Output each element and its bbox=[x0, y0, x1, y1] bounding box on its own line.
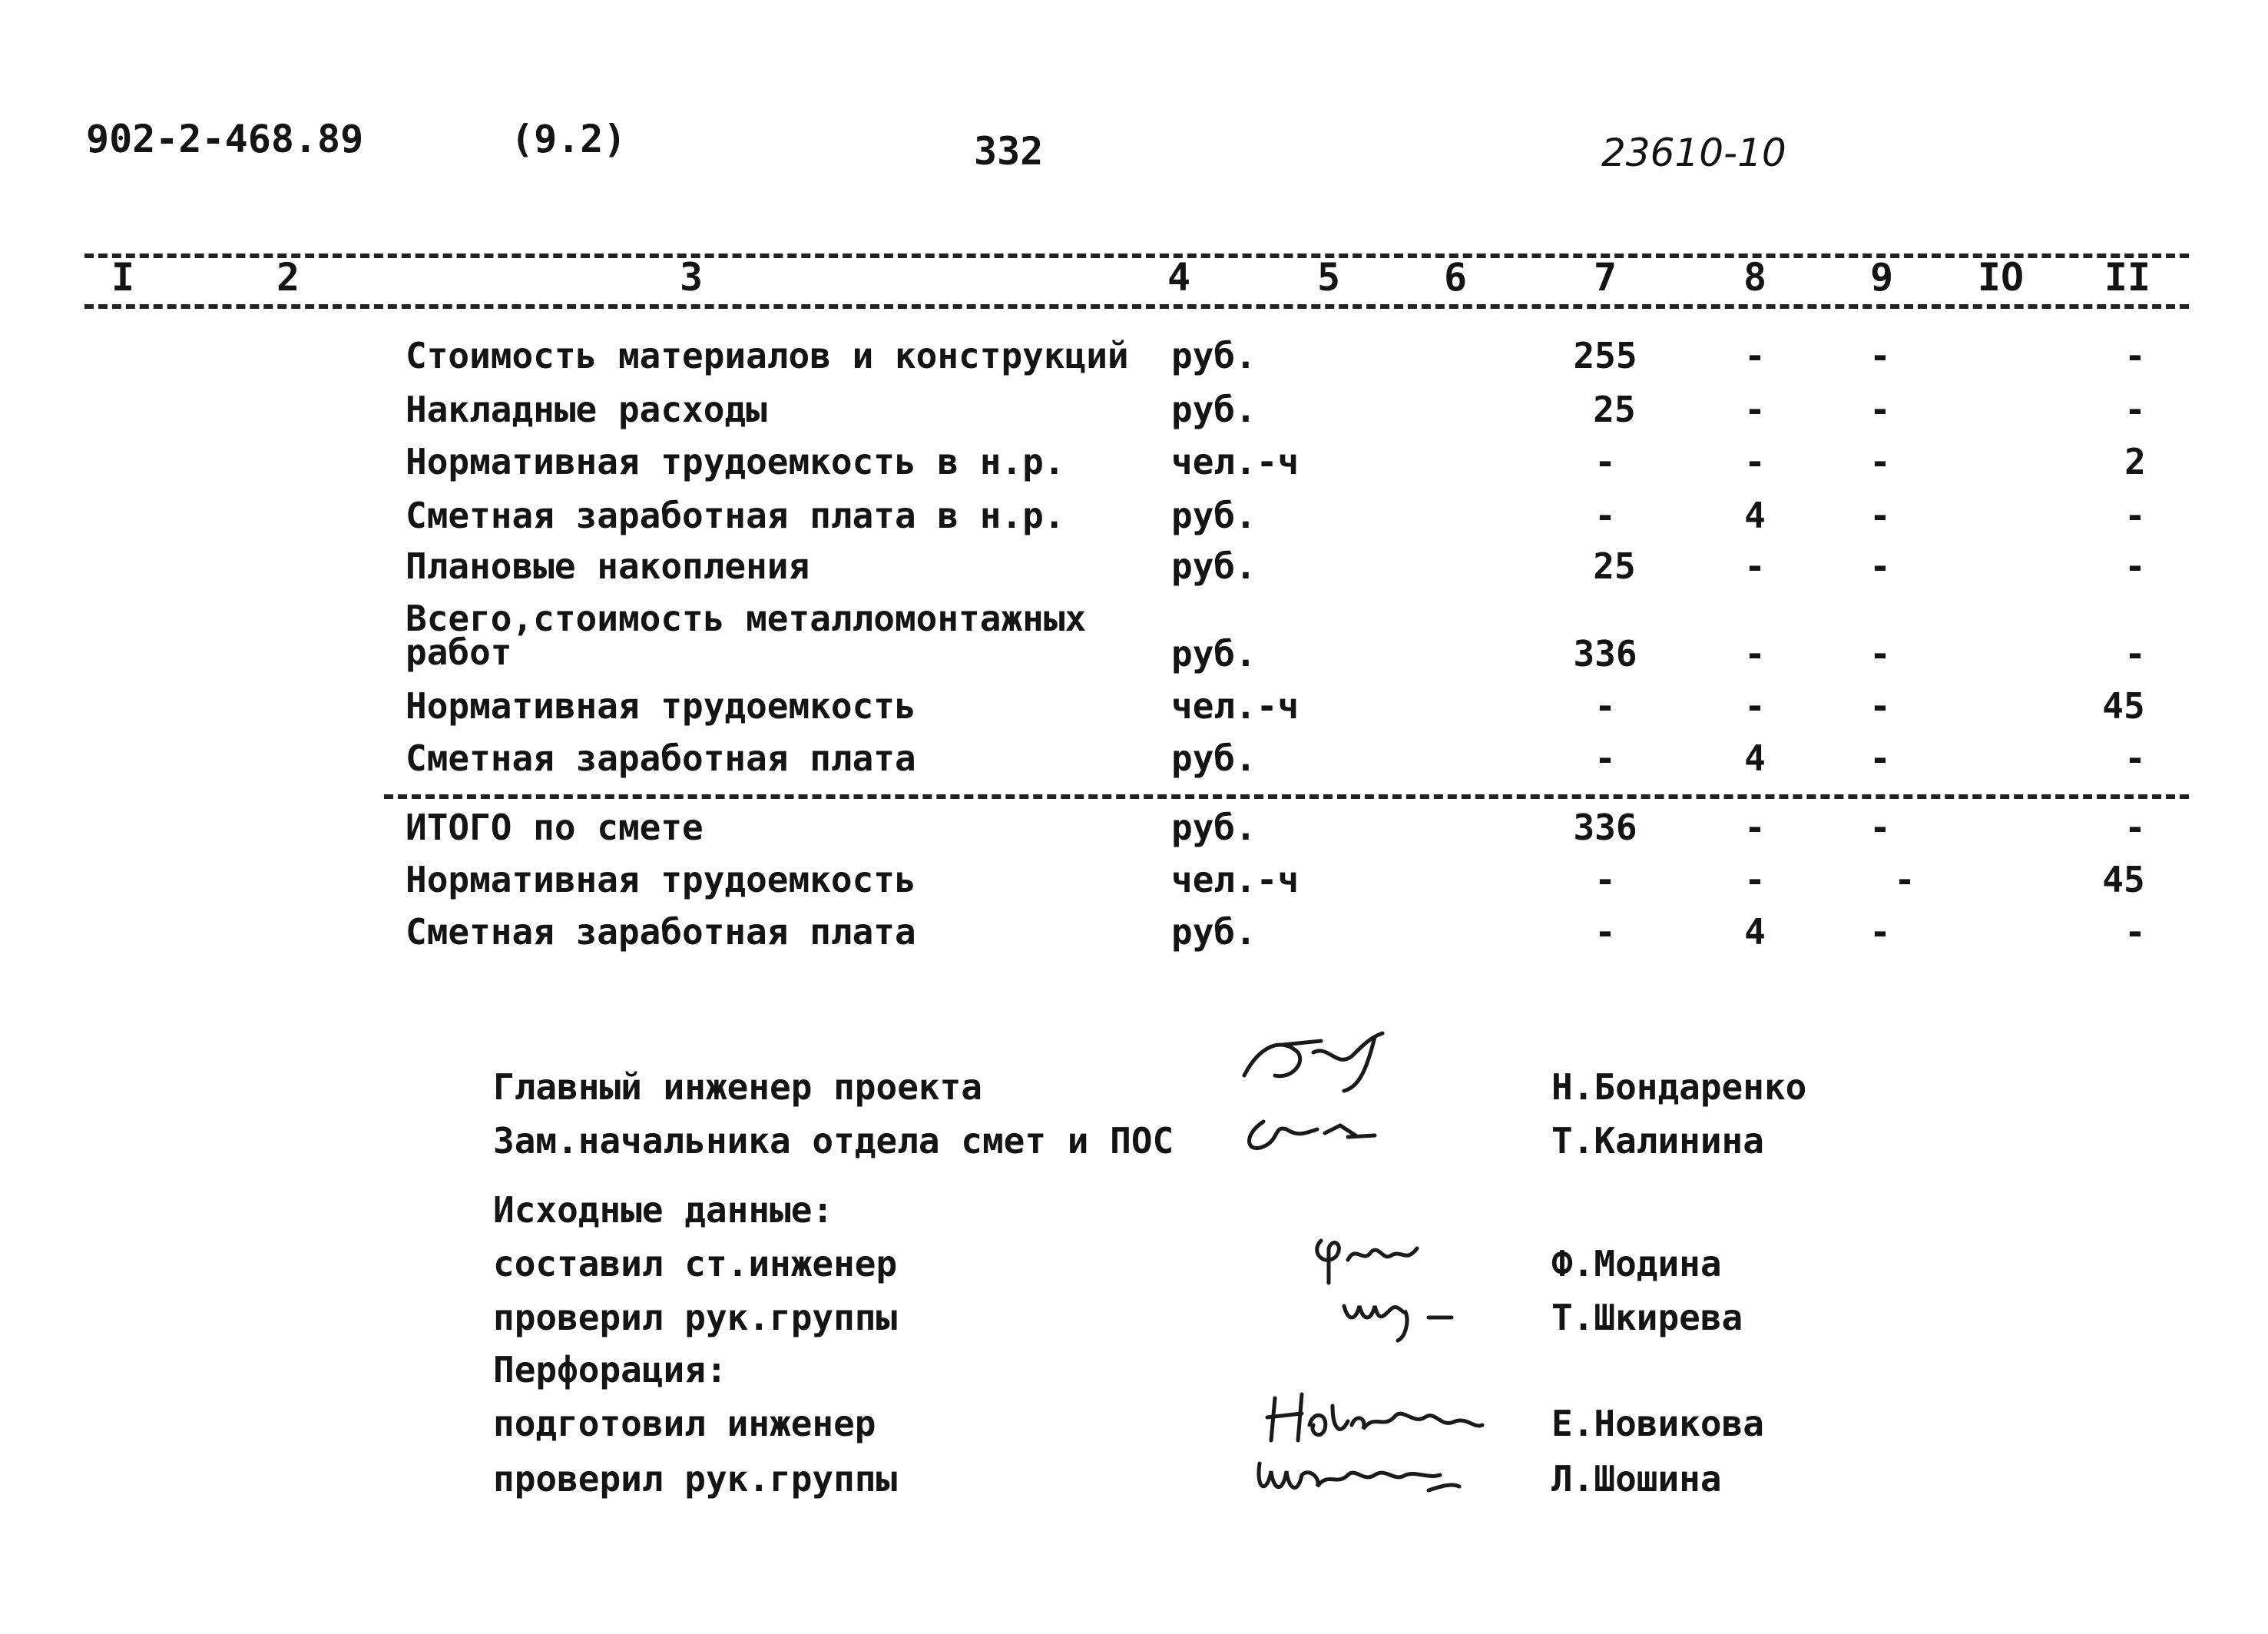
row-unit: руб. bbox=[1171, 389, 1257, 430]
row-name: Стоимость материалов и конструкций bbox=[406, 335, 1129, 376]
column-number-11: II bbox=[2104, 255, 2151, 300]
signatory-title: подготовил инженер bbox=[493, 1403, 876, 1444]
signatory-title: Зам.начальника отдела смет и ПОС bbox=[493, 1120, 1174, 1162]
signatory-title: составил ст.инженер bbox=[493, 1243, 898, 1284]
row-value-col11: - bbox=[2124, 737, 2146, 779]
signatory-title: проверил рук.группы bbox=[493, 1297, 898, 1338]
row-value-col11: - bbox=[2124, 495, 2146, 536]
total-value-col8: - bbox=[1744, 807, 1766, 848]
column-number-3: 3 bbox=[679, 255, 704, 300]
row-value-col9: - bbox=[1869, 633, 1891, 674]
signatory-name: Ф.Модина bbox=[1551, 1243, 1722, 1284]
row-name-continuation: работ bbox=[406, 631, 512, 673]
section-number: (9.2) bbox=[511, 117, 627, 161]
row-name: Накладные расходы bbox=[406, 389, 767, 430]
column-number-7: 7 bbox=[1593, 255, 1617, 300]
row-value-col11: - bbox=[2124, 335, 2146, 376]
column-number-10: IO bbox=[1977, 255, 2025, 300]
row-value-col8: - bbox=[1744, 545, 1766, 587]
row-unit: руб. bbox=[1171, 737, 1257, 779]
column-number-1: I bbox=[111, 255, 135, 300]
row-unit: чел.-ч bbox=[1171, 441, 1300, 482]
row-name: Плановые накопления bbox=[406, 545, 810, 587]
total-value-col11: - bbox=[2124, 911, 2146, 953]
row-value-col8: 4 bbox=[1744, 737, 1766, 779]
row-value-col11: 2 bbox=[2124, 441, 2146, 482]
row-value-col7: - bbox=[1594, 441, 1616, 482]
row-name: Сметная заработная плата bbox=[406, 737, 916, 779]
row-unit: руб. bbox=[1171, 633, 1257, 674]
section-label-source-data: Исходные данные: bbox=[493, 1189, 834, 1231]
section-label-perforation: Перфорация: bbox=[493, 1349, 727, 1390]
row-value-col8: - bbox=[1744, 685, 1766, 727]
row-name: Нормативная трудоемкость в н.р. bbox=[406, 441, 1065, 482]
row-value-col7: 255 bbox=[1573, 335, 1637, 376]
total-row-name: ИТОГО по смете bbox=[406, 807, 704, 848]
column-number-6: 6 bbox=[1443, 255, 1468, 300]
total-row-name: Сметная заработная плата bbox=[406, 911, 916, 953]
row-value-col8: 4 bbox=[1744, 495, 1766, 536]
total-value-col9: - bbox=[1869, 807, 1891, 848]
row-value-col9: - bbox=[1869, 737, 1891, 779]
row-name: Всего,стоимость металломонтажных bbox=[406, 598, 1087, 639]
row-value-col11: 45 bbox=[2102, 685, 2145, 727]
total-value-col9: - bbox=[1869, 911, 1891, 953]
column-number-5: 5 bbox=[1316, 255, 1341, 300]
total-row-unit: чел.-ч bbox=[1171, 859, 1300, 900]
row-value-col7: - bbox=[1594, 495, 1616, 536]
column-number-4: 4 bbox=[1167, 255, 1191, 300]
total-value-col11: 45 bbox=[2102, 859, 2145, 900]
signature-bondarenko bbox=[1229, 1022, 1413, 1099]
signature-shkireva bbox=[1336, 1283, 1467, 1344]
row-value-col7: - bbox=[1594, 737, 1616, 779]
row-value-col7: 25 bbox=[1593, 389, 1636, 430]
row-value-col9: - bbox=[1869, 441, 1891, 482]
row-value-col7: 25 bbox=[1593, 545, 1636, 587]
total-value-col7: - bbox=[1594, 911, 1616, 953]
signatory-title: Главный инженер проекта bbox=[493, 1066, 982, 1108]
row-value-col11: - bbox=[2124, 633, 2146, 674]
page-number: 332 bbox=[974, 129, 1044, 174]
totals-rule bbox=[384, 794, 2189, 799]
row-value-col7: - bbox=[1594, 685, 1616, 727]
row-value-col9: - bbox=[1869, 685, 1891, 727]
signatory-name: Н.Бондаренко bbox=[1551, 1066, 1807, 1108]
header-bottom-rule bbox=[84, 304, 2189, 309]
signatory-name: Л.Шошина bbox=[1551, 1458, 1722, 1500]
row-value-col11: - bbox=[2124, 545, 2146, 587]
document-code: 902-2-468.89 bbox=[86, 117, 364, 161]
row-value-col8: - bbox=[1744, 633, 1766, 674]
signature-kalinina bbox=[1233, 1106, 1386, 1160]
row-value-col9: - bbox=[1869, 545, 1891, 587]
total-row-name: Нормативная трудоемкость bbox=[406, 859, 916, 900]
row-unit: чел.-ч bbox=[1171, 685, 1300, 727]
row-name: Сметная заработная плата в н.р. bbox=[406, 495, 1065, 536]
total-value-col7: - bbox=[1594, 859, 1616, 900]
row-value-col9: - bbox=[1869, 335, 1891, 376]
row-unit: руб. bbox=[1171, 495, 1257, 536]
total-value-col9: - bbox=[1894, 859, 1915, 900]
row-unit: руб. bbox=[1171, 545, 1257, 587]
row-value-col8: - bbox=[1744, 389, 1766, 430]
row-value-col8: - bbox=[1744, 441, 1766, 482]
signature-modina bbox=[1306, 1225, 1429, 1287]
total-row-unit: руб. bbox=[1171, 911, 1257, 953]
row-name: Нормативная трудоемкость bbox=[406, 685, 916, 727]
total-value-col8: - bbox=[1744, 859, 1766, 900]
column-number-2: 2 bbox=[276, 255, 300, 300]
row-value-col9: - bbox=[1869, 495, 1891, 536]
row-value-col9: - bbox=[1869, 389, 1891, 430]
column-number-8: 8 bbox=[1743, 255, 1767, 300]
total-row-unit: руб. bbox=[1171, 807, 1257, 848]
row-value-col7: 336 bbox=[1573, 633, 1637, 674]
archive-number: 23610-10 bbox=[1601, 131, 1786, 175]
signatory-name: Т.Калинина bbox=[1551, 1120, 1764, 1162]
signatory-title: проверил рук.группы bbox=[493, 1458, 898, 1500]
signatory-name: Т.Шкирева bbox=[1551, 1297, 1743, 1338]
total-value-col8: 4 bbox=[1744, 911, 1766, 953]
signatory-name: Е.Новикова bbox=[1551, 1403, 1764, 1444]
row-unit: руб. bbox=[1171, 335, 1257, 376]
row-value-col8: - bbox=[1744, 335, 1766, 376]
total-value-col11: - bbox=[2124, 807, 2146, 848]
column-number-9: 9 bbox=[1869, 255, 1894, 300]
total-value-col7: 336 bbox=[1573, 807, 1637, 848]
signature-shoshina bbox=[1244, 1440, 1475, 1510]
row-value-col11: - bbox=[2124, 389, 2146, 430]
